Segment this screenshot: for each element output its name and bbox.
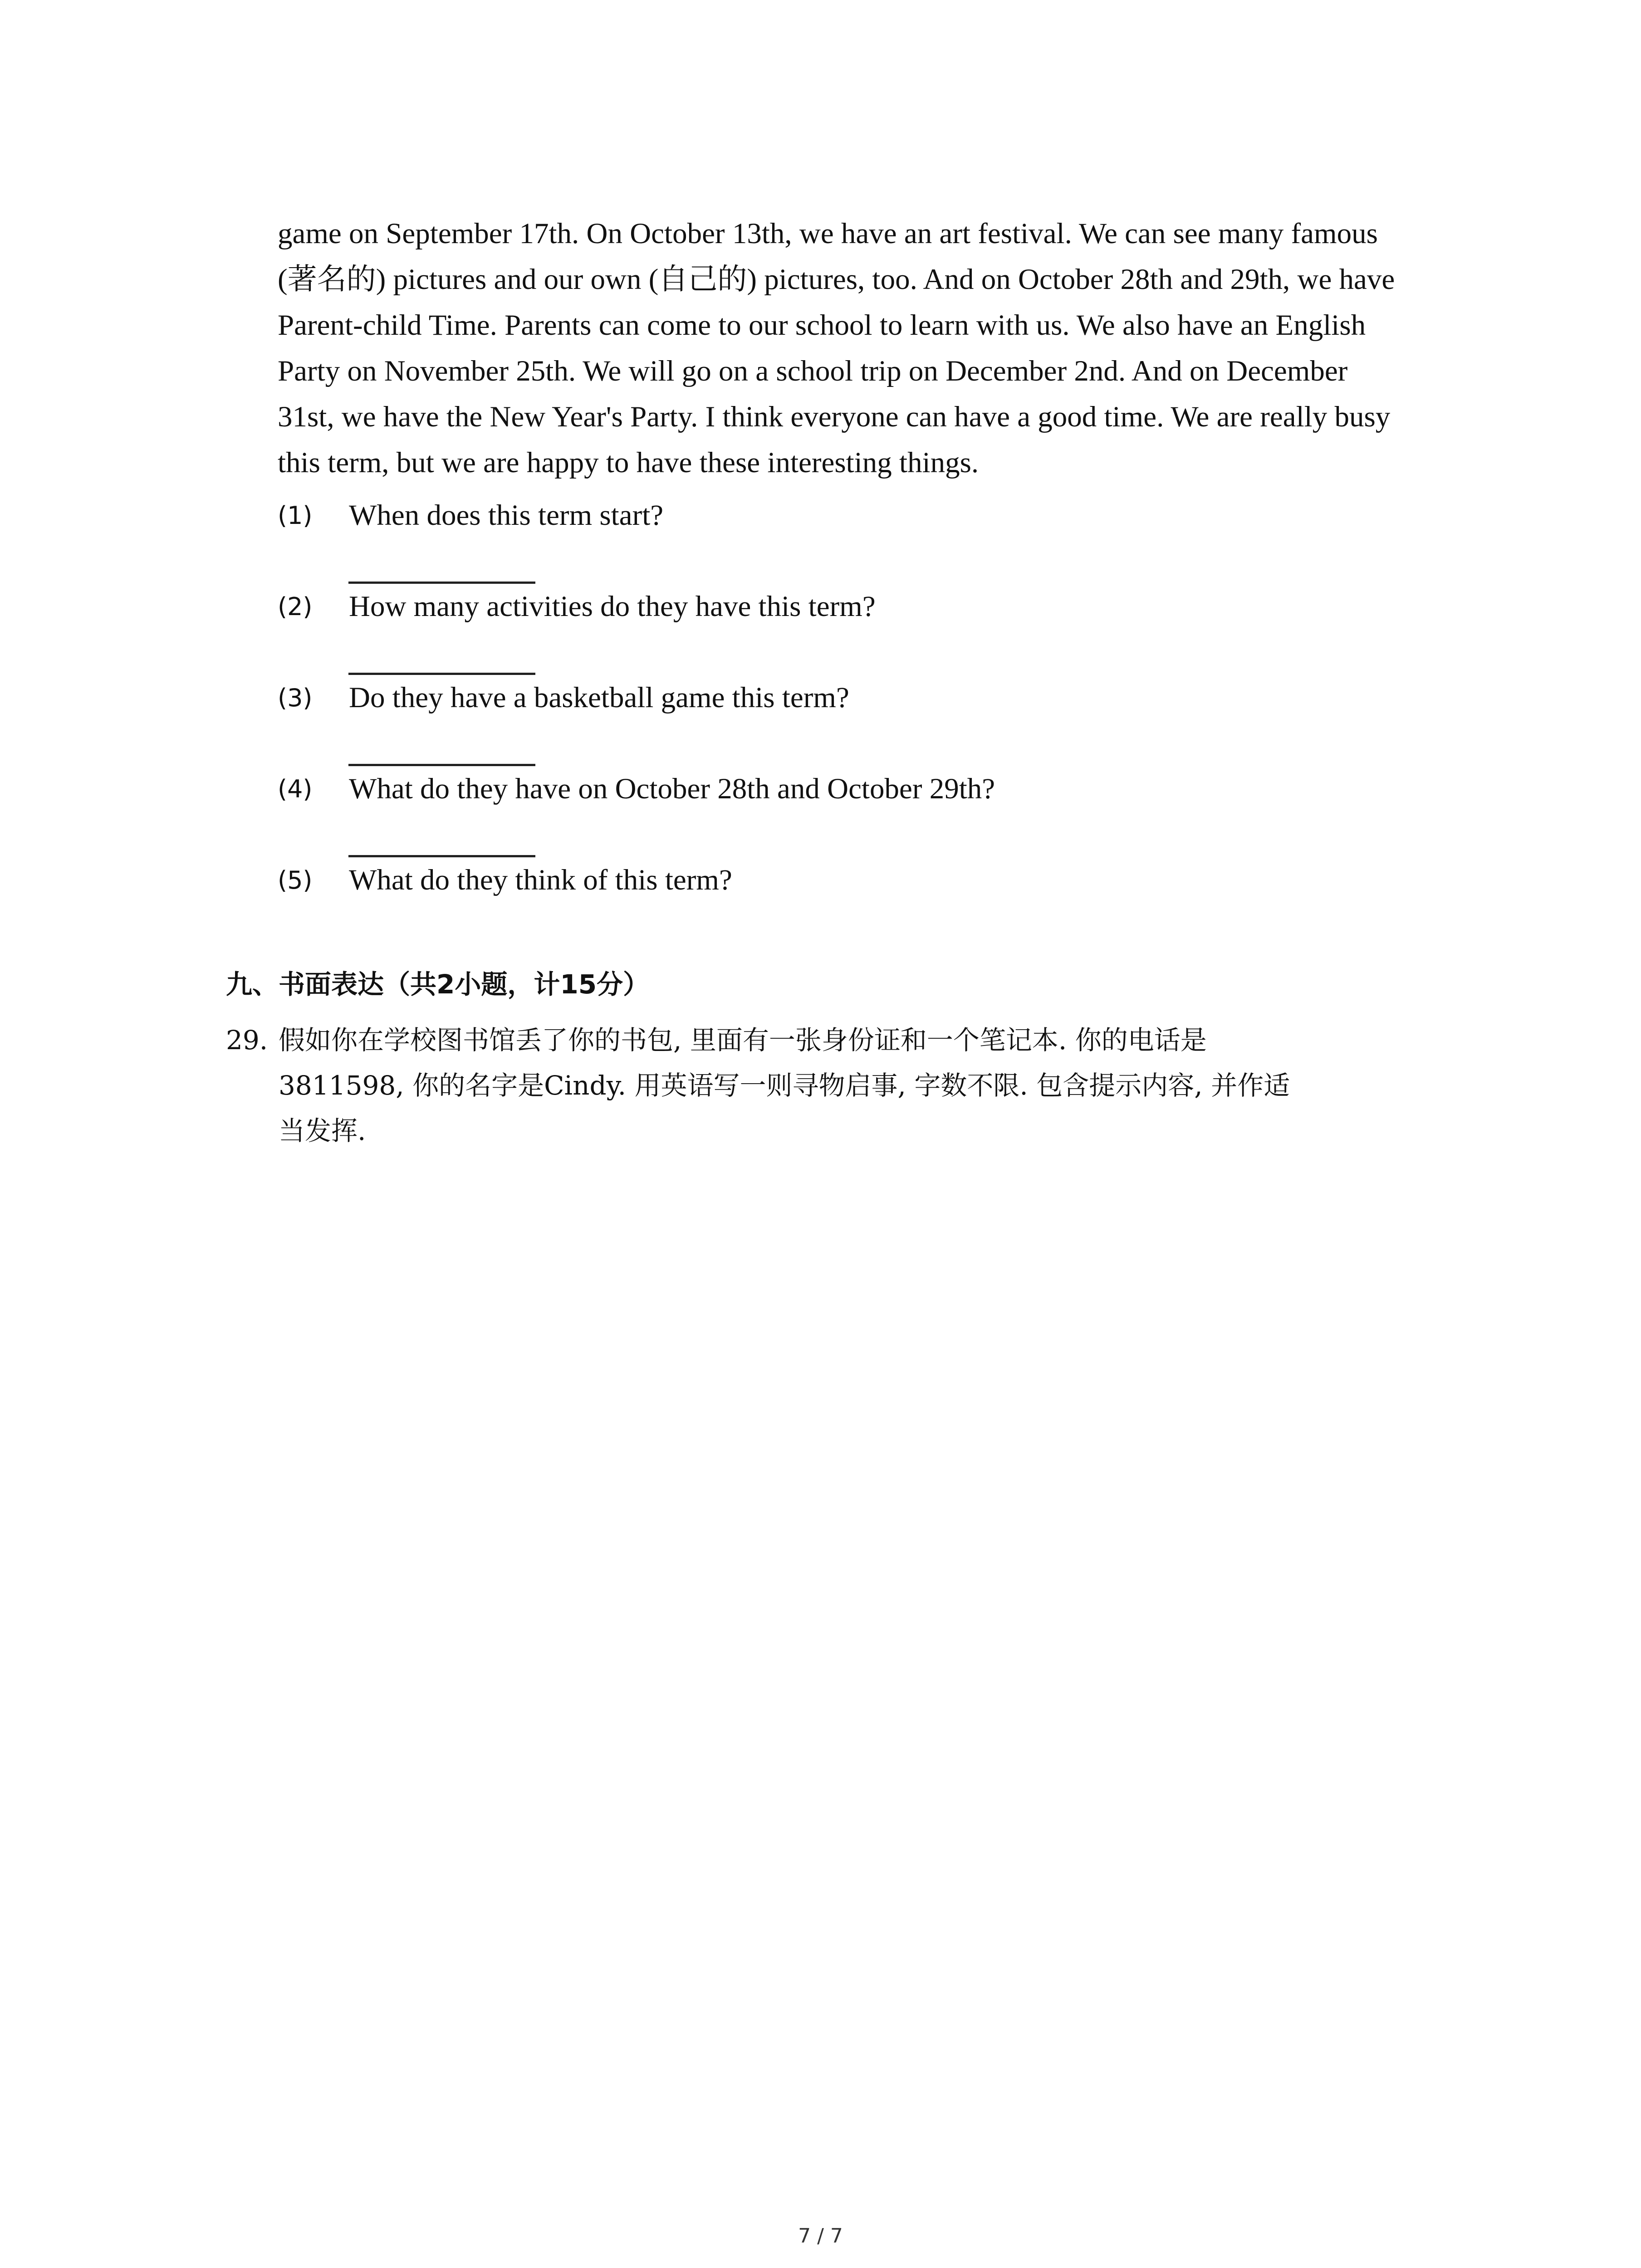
question-number: (2) <box>278 592 313 621</box>
question-number: (4) <box>278 775 313 803</box>
question-text: How many activities do they have this term? <box>349 590 876 623</box>
question-number: (1) <box>278 501 313 530</box>
passage-line: Party on November 25th. We will go on a school trip on December 2nd. And on December <box>278 355 1348 387</box>
question-number: (5) <box>278 866 313 894</box>
reading-passage <box>278 211 1457 486</box>
section-title: 九、书面表达（共2小题，计15分） <box>226 969 650 1000</box>
question-text: When does this term start? <box>349 499 664 532</box>
task-line: 假如你在学校图书馆丢了你的书包, 里面有一张身份证和一个笔记本. 你的电话是 <box>279 1025 1207 1056</box>
question-text: What do they have on October 28th and October 29th? <box>349 772 995 805</box>
passage-line: 31st, we have the New Year's Party. I think everyone can have a good time. We are really busy <box>278 401 1391 433</box>
passage-line: Parent-child Time. Parents can come to our school to learn with us. We also have an English <box>278 309 1366 342</box>
passage-line: game on September 17th. On October 13th, we have an art festival. We can see many famous <box>278 217 1378 250</box>
question-text: Do they have a basketball game this term? <box>349 681 849 714</box>
question-number: (3) <box>278 684 313 712</box>
page-number: 7 / 7 <box>798 2224 843 2248</box>
task-line: 当发挥. <box>279 1115 366 1146</box>
task-line: 3811598, 你的名字是Cindy. 用英语写一则寻物启事, 字数不限. 包含提示内容, 并作适 <box>279 1070 1290 1101</box>
passage-line: (著名的) pictures and our own (自己的) pictures, too. And on October 28th and 29th, we have <box>278 263 1395 296</box>
task-number: 29. <box>226 1025 268 1056</box>
passage-line: this term, but we are happy to have these interesting things. <box>278 446 979 479</box>
question-text: What do they think of this term? <box>349 864 732 896</box>
